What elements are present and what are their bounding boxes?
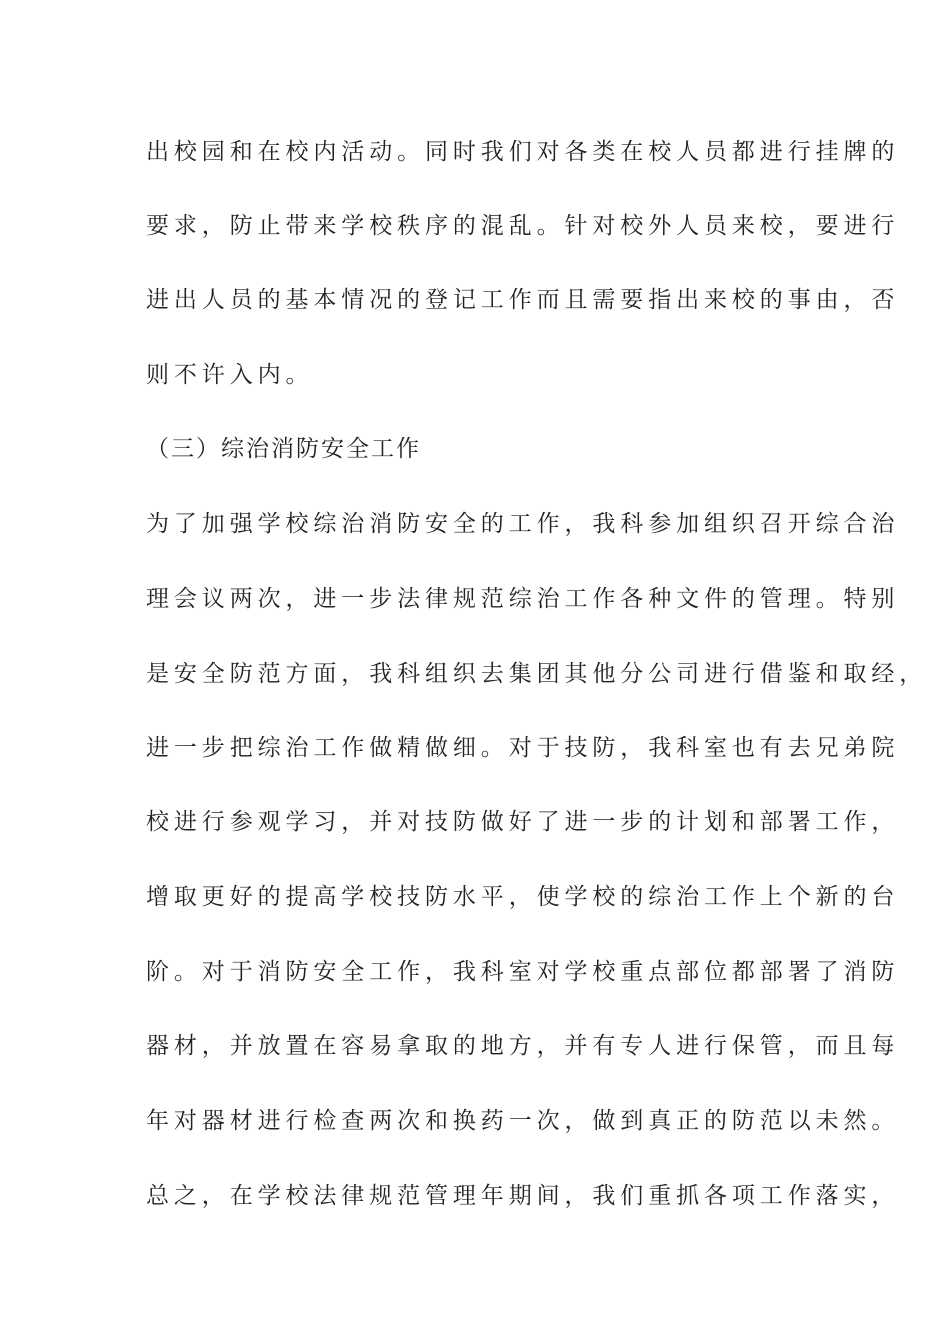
text-line: 校进行参观学习，并对技防做好了进一步的计划和部署工作，: [146, 809, 900, 835]
section-heading: （三）综治消防安全工作: [146, 436, 421, 462]
text-line: 出校园和在校内活动。同时我们对各类在校人员都进行挂牌的: [146, 139, 900, 165]
text-line: 进出人员的基本情况的登记工作而且需要指出来校的事由，否: [146, 287, 900, 313]
text-line: 要求，防止带来学校秩序的混乱。针对校外人员来校，要进行: [146, 213, 900, 239]
text-line: 增取更好的提高学校技防水平，使学校的综治工作上个新的台: [146, 884, 900, 910]
text-line: 阶。对于消防安全工作，我科室对学校重点部位都部署了消防: [146, 959, 900, 985]
text-line: 总之，在学校法律规范管理年期间，我们重抓各项工作落实，: [146, 1183, 900, 1209]
text-line: 进一步把综治工作做精做细。对于技防，我科室也有去兄弟院: [146, 735, 900, 761]
text-line: 为了加强学校综治消防安全的工作，我科参加组织召开综合治: [146, 511, 900, 537]
text-line: 则不许入内。: [146, 362, 314, 388]
text-line: 理会议两次，进一步法律规范综治工作各种文件的管理。特别: [146, 586, 900, 612]
text-line: 是安全防范方面，我科组织去集团其他分公司进行借鉴和取经，: [146, 661, 928, 687]
text-line: 年对器材进行检查两次和换药一次，做到真正的防范以未然。: [146, 1108, 900, 1134]
text-line: 器材，并放置在容易拿取的地方，并有专人进行保管，而且每: [146, 1033, 900, 1059]
